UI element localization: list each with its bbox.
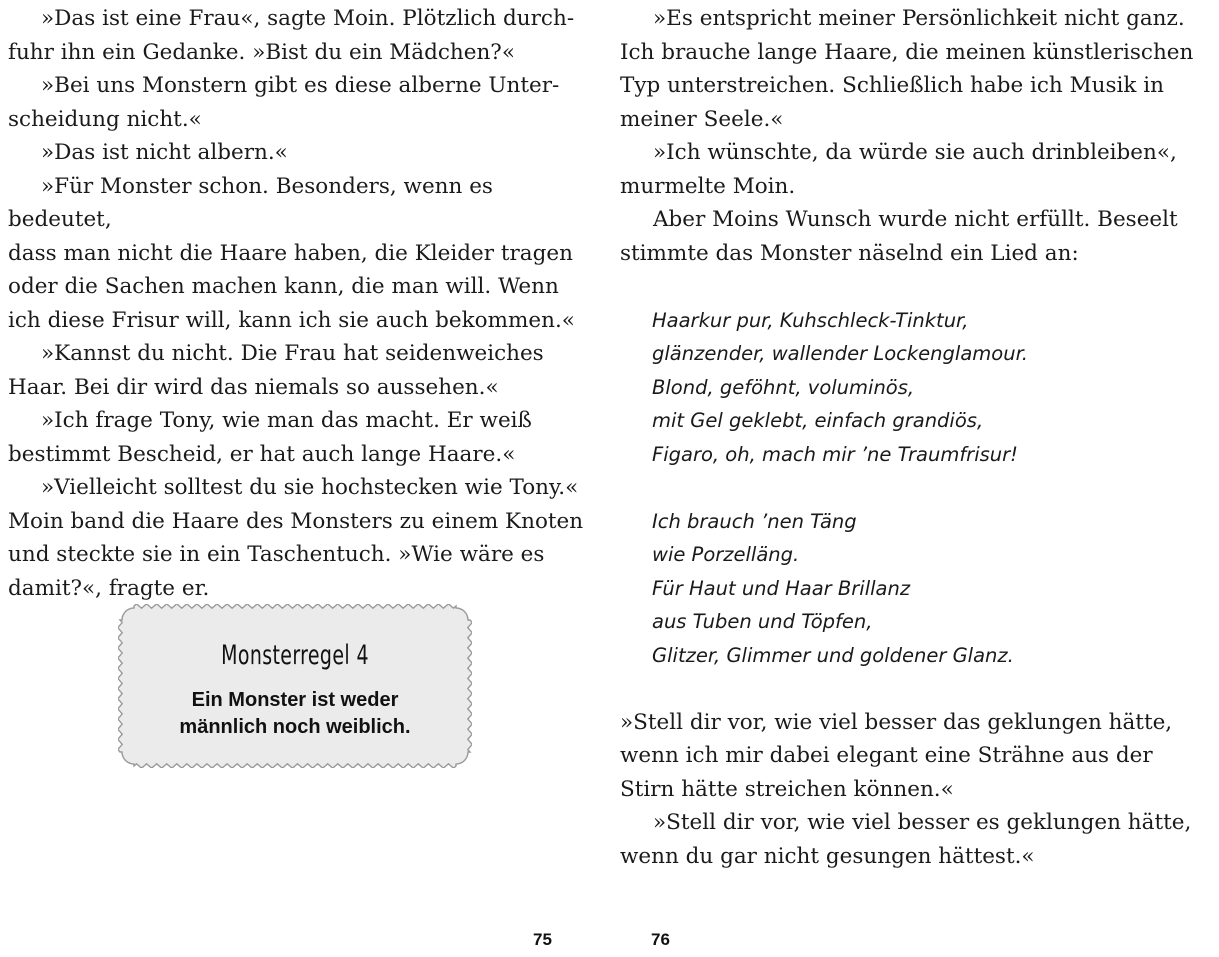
text-line: Moin band die Haare des Monsters zu einem Knoten [8, 508, 584, 534]
song-verse-2 [620, 505, 1210, 673]
text-line: ich diese Frisur will, kann ich sie auch bekommen.« [8, 307, 575, 333]
text-line: »Für Monster schon. Besonders, wenn es bedeutet, [8, 173, 493, 232]
verse-line: Haarkur pur, Kuhschleck-Tinktur, [652, 308, 969, 332]
right-page [620, 2, 1210, 873]
rule-title: Monsterregel 4 [221, 640, 369, 671]
verse-line: Figaro, oh, mach mir ’ne Traumfrisur! [652, 442, 1018, 466]
verse-line: Für Haut und Haar Brillanz [652, 576, 911, 600]
verse-line: Blond, geföhnt, voluminös, [652, 375, 915, 399]
text-line: »Das ist eine Frau«, sagte Moin. Plötzlich durch- [41, 6, 575, 31]
text-line: wenn ich mir dabei elegant eine Strähne aus der [620, 743, 1153, 768]
text-line: meiner Seele.« [620, 106, 784, 132]
text-line: »Das ist nicht albern.« [41, 140, 288, 165]
text-line: murmelte Moin. [620, 173, 796, 199]
text-line: »Es entspricht meiner Persönlichkeit nicht ganz. [653, 6, 1185, 31]
text-line: fuhr ihn ein Gedanke. »Bist du ein Mädchen?« [8, 39, 515, 65]
text-line: wenn du gar nicht gesungen hättest.« [620, 843, 1035, 869]
text-line: dass man nicht die Haare haben, die Kleider tragen [8, 240, 573, 266]
verse-line: mit Gel geklebt, einfach grandiös, [652, 409, 984, 432]
text-line: scheidung nicht.« [8, 106, 202, 132]
text-line: »Vielleicht solltest du sie hochstecken wie Tony.« [41, 475, 579, 500]
text-line: »Stell dir vor, wie viel besser es geklungen hätte, [653, 810, 1192, 835]
verse-line: glänzender, wallender Lockenglamour. [652, 342, 1028, 365]
text-line: »Kannst du nicht. Die Frau hat seidenweiches [41, 341, 544, 366]
song-verse-1 [620, 304, 1210, 472]
text-line: Typ unterstreichen. Schließlich habe ich Musik in [620, 73, 1164, 98]
text-line: damit?«, fragte er. [8, 575, 210, 601]
monster-rule-box [118, 604, 472, 768]
rule-text-line: männlich noch weiblich. [179, 716, 411, 738]
text-line: stimmte das Monster näselnd ein Lied an: [620, 240, 1079, 266]
text-line: Stirn hätte streichen können.« [620, 776, 954, 802]
text-line: »Bei uns Monstern gibt es diese alberne Unter- [41, 73, 560, 98]
left-page [8, 2, 593, 605]
rule-text [118, 687, 472, 741]
page-number-right: 76 [651, 930, 670, 949]
wavy-border-icon [118, 604, 472, 768]
text-line: Ich brauche lange Haare, die meinen künstlerischen [620, 39, 1194, 65]
verse-line: wie Porzelläng. [652, 543, 800, 566]
text-line: bestimmt Bescheid, er hat auch lange Haare.« [8, 441, 516, 467]
text-line: »Ich wünschte, da würde sie auch drinbleiben«, [653, 140, 1177, 165]
text-line: »Ich frage Tony, wie man das macht. Er weiß [41, 408, 532, 433]
verse-line: Glitzer, Glimmer und goldener Glanz. [652, 643, 1014, 667]
page-number-left: 75 [533, 930, 552, 949]
verse-line: aus Tuben und Töpfen, [652, 610, 873, 633]
rule-text-line: Ein Monster ist weder [191, 689, 399, 711]
text-line: Haar. Bei dir wird das niemals so aussehen.« [8, 374, 499, 400]
verse-line: Ich brauch ’nen Täng [652, 509, 857, 533]
text-line: und steckte sie in ein Taschentuch. »Wie wäre es [8, 542, 545, 567]
text-line: oder die Sachen machen kann, die man will. Wenn [8, 274, 559, 299]
text-line: »Stell dir vor, wie viel besser das geklungen hätte, [620, 709, 1173, 735]
text-line: Aber Moins Wunsch wurde nicht erfüllt. Beseelt [653, 207, 1178, 232]
